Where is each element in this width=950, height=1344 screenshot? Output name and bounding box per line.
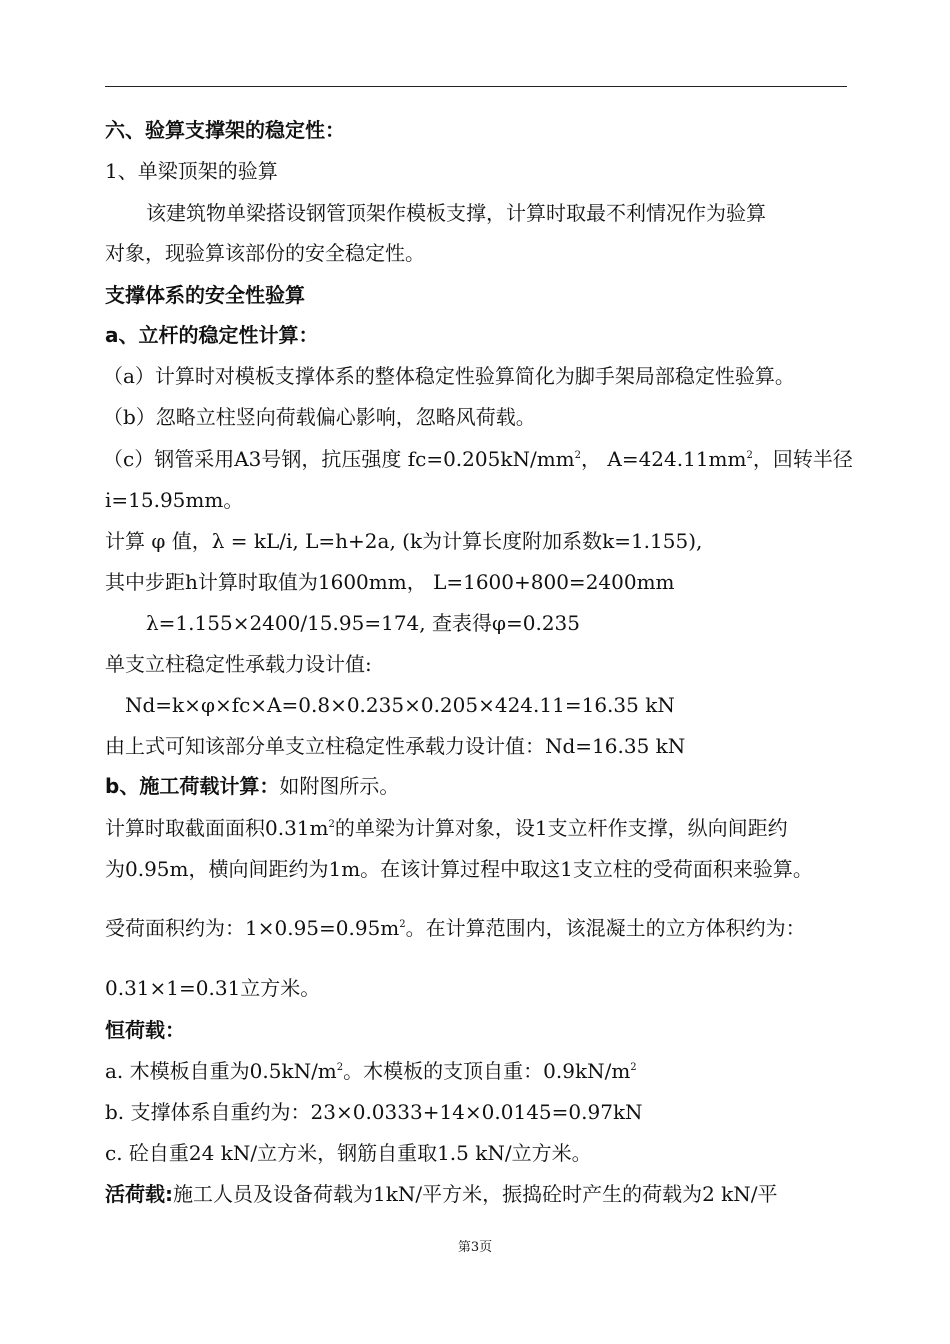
heading-construction-load: b、施工荷载计算：如附图所示。 — [105, 774, 400, 798]
paragraph-line: 单支立柱稳定性承载力设计值: — [105, 652, 372, 676]
heading-stability-calc: a、立杆的稳定性计算： — [105, 323, 319, 347]
paragraph-line: 对象，现验算该部份的安全稳定性。 — [105, 241, 425, 265]
paragraph-line: i=15.95mm。 — [105, 488, 244, 512]
heading-safety-check: 支撑体系的安全性验算 — [105, 283, 305, 307]
formula-line: λ=1.155×2400/15.95=174, 查表得φ=0.235 — [146, 611, 581, 635]
formula-line: 计算 φ 值，λ = kL/i, L=h+2a, (k为计算长度附加系数k=1.155), — [105, 529, 703, 553]
dead-load-item-c: c. 砼自重24 kN/立方米，钢筋自重取1.5 kN/立方米。 — [105, 1141, 592, 1165]
paragraph-line: 该建筑物单梁搭设钢管顶架作模板支撑，计算时取最不利情况作为验算 — [146, 201, 766, 225]
paragraph-line: 为0.95m，横向间距约为1m。在该计算过程中取这1支立柱的受荷面积来验算。 — [105, 857, 813, 881]
dead-load-item-a: a. 木模板自重为$0.5kN/m^2$。木模板的支顶自重：$0.9kN/m^2$ — [105, 1059, 637, 1083]
heading-dead-load: 恒荷载： — [105, 1018, 185, 1042]
formula-line: 其中步距h计算时取值为1600mm， L=1600+800=2400mm — [105, 570, 675, 594]
live-load-line: 活荷载:施工人员及设备荷载为1kN/平方米，振捣砼时产生的荷载为2 kN/平 — [105, 1182, 778, 1206]
section-heading: 六、验算支撑架的稳定性： — [105, 118, 345, 142]
item-b: （b）忽略立柱竖向荷载偏心影响，忽略风荷载。 — [103, 405, 536, 429]
item-c: （c）钢管采用A3号钢，抗压强度 $fc=0.205kN/mm^2$， $A=424.11mm^2$，回转半径 — [103, 447, 853, 471]
paragraph-line: 0.31×1=0.31立方米。 — [105, 976, 321, 1000]
page-number: 第3页 — [457, 1240, 493, 1255]
paragraph-line: 计算时取截面面积$0.31m^2$的单梁为计算对象，设1支立杆作支撑，纵向间距约 — [105, 816, 788, 840]
header-rule — [105, 86, 847, 87]
dead-load-item-b: b. 支撑体系自重约为：23×0.0333+14×0.0145=0.97kN — [105, 1100, 643, 1124]
formula-line: Nd=k×φ×fc×A=0.8×0.235×0.205×424.11=16.35 kN — [125, 693, 675, 717]
item-a: （a）计算时对模板支撑体系的整体稳定性验算简化为脚手架局部稳定性验算。 — [103, 364, 795, 388]
paragraph-line: 受荷面积约为：$1\times 0.95=0.95m^2$。在计算范围内，该混凝土的立方体积约为： — [105, 916, 806, 940]
subsection-heading: 1、单梁顶架的验算 — [105, 159, 278, 183]
paragraph-line: 由上式可知该部分单支立柱稳定性承载力设计值：Nd=16.35 kN — [105, 734, 686, 758]
